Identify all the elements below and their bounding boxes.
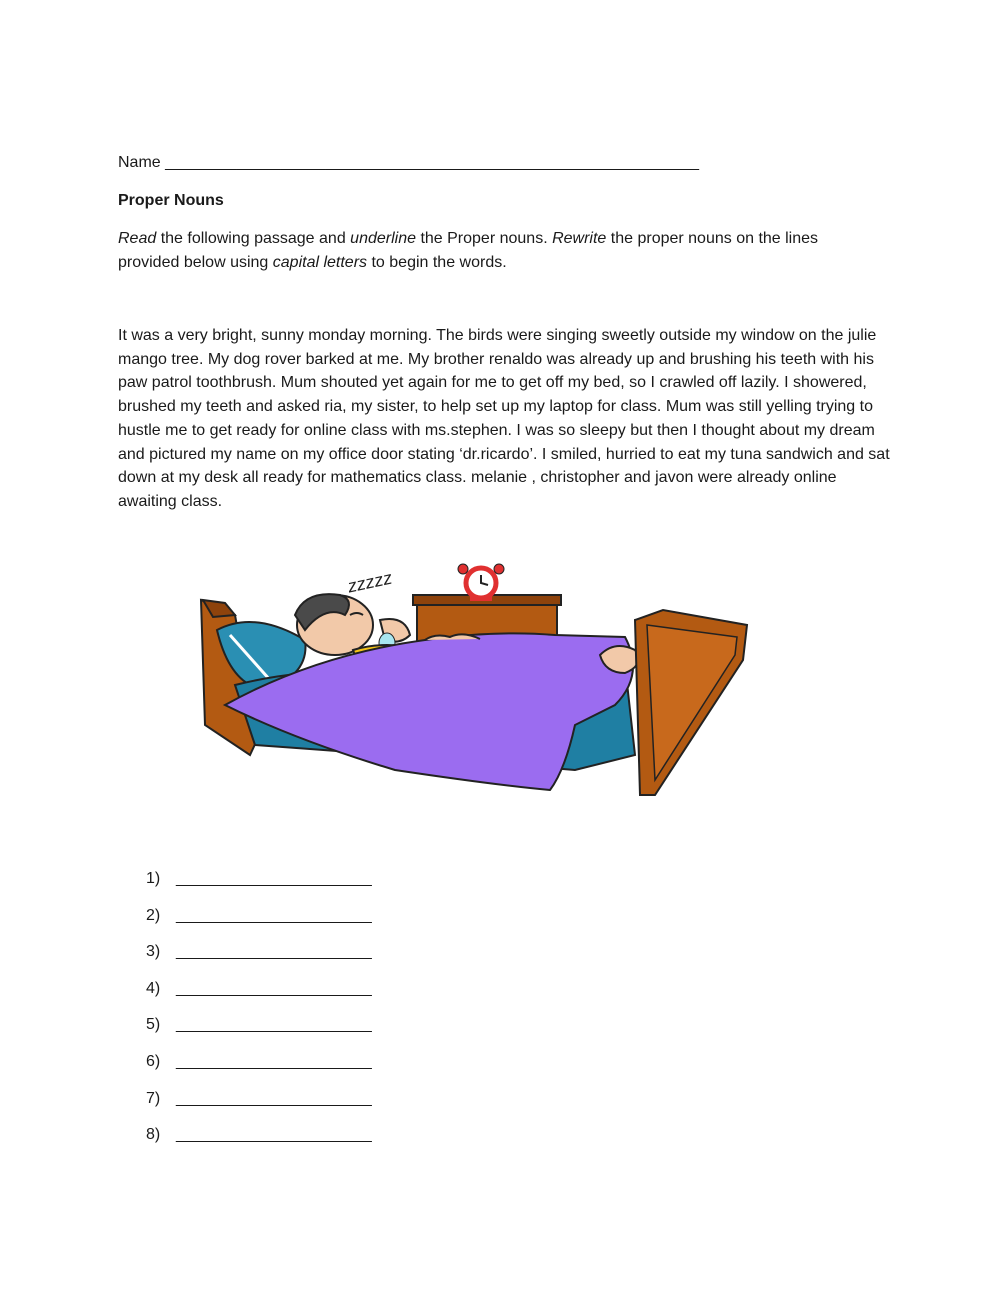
answer-blank[interactable]: ______________________ [176, 870, 372, 887]
answer-number: 6) [146, 1052, 161, 1070]
answer-line[interactable] [146, 980, 372, 1017]
answer-number: 1) [146, 870, 161, 887]
worksheet-title: Proper Nouns [118, 192, 224, 209]
answer-line[interactable] [146, 943, 372, 980]
answer-number: 8) [146, 1126, 161, 1144]
instructions [118, 227, 878, 275]
instr-capital-letters: capital letters [272, 254, 368, 271]
reading-passage: It was a very bright, sunny monday morning. The birds were singing sweetly outside my window on the julie mango tree. My dog rover barked at me. My brother renaldo was already up and brushing his teeth with his paw patrol toothbrush. Mum shouted yet again for me to get off my bed, so I crawled off lazily. I showered, brushed my teeth and asked ria, my sister, to help set up my laptop for class. Mum was still yelling trying to hustle me to get ready for online class with ms.stephen. I was so sleepy but then I thought about my dream and pictured my name on my office door stating ‘dr.ricardo’. I smiled, hurried to eat my tuna sandwich and sat down at my desk all ready for mathematics class. melanie , christopher and javon were already online awaiting class. [118, 327, 890, 510]
instr-text-4: to begin the words. [367, 254, 507, 271]
instr-rewrite: Rewrite [552, 230, 607, 247]
answer-blank[interactable]: ______________________ [176, 979, 372, 997]
answer-blank[interactable]: ______________________ [176, 943, 372, 961]
name-blank[interactable]: ____________________________________________________________ [165, 154, 700, 171]
instr-text-2: the Proper nouns. [416, 230, 553, 247]
answer-line[interactable] [146, 1090, 372, 1127]
instr-text-1: the following passage and [156, 230, 351, 247]
answer-line[interactable] [146, 1053, 372, 1090]
answer-blank[interactable]: ______________________ [176, 1089, 372, 1107]
answer-line[interactable] [146, 870, 372, 907]
sleeping-in-bed-illustration [195, 555, 755, 810]
answer-blank[interactable]: ______________________ [176, 1052, 372, 1070]
answer-number: 7) [146, 1089, 161, 1107]
instr-text-3: the proper nouns on the lines provided below using [118, 230, 819, 271]
name-label: Name [118, 154, 161, 171]
instr-read: Read [118, 230, 157, 247]
answer-lines [146, 870, 372, 1163]
answer-blank[interactable]: ______________________ [176, 1126, 372, 1144]
answer-line[interactable] [146, 907, 372, 944]
answer-line[interactable] [146, 1126, 372, 1163]
name-field[interactable] [118, 154, 699, 172]
answer-number: 5) [146, 1016, 161, 1034]
answer-line[interactable] [146, 1016, 372, 1053]
instr-underline: underline [350, 230, 416, 247]
answer-number: 3) [146, 943, 161, 961]
answer-number: 2) [146, 906, 161, 924]
snore-text: zzzzz [345, 567, 394, 597]
answer-blank[interactable]: ______________________ [176, 1016, 372, 1034]
answer-number: 4) [146, 979, 161, 997]
answer-blank[interactable]: ______________________ [176, 906, 372, 924]
